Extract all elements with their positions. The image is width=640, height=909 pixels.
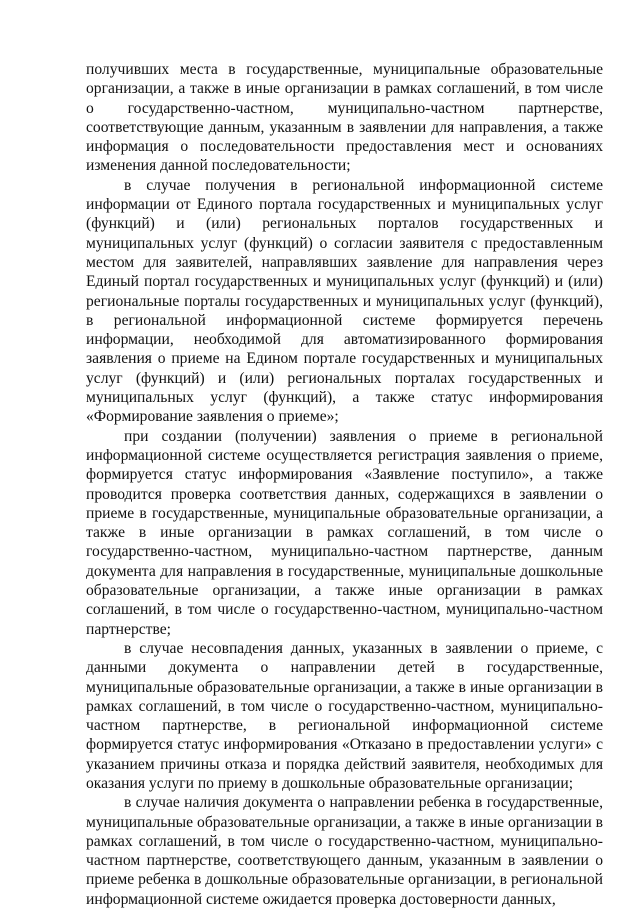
paragraph-1: получивших места в государственные, муниципальные образовательные организации, а также в иные организации в рамках соглашений, в том числе о государственно-частном, муниципально-частном партнерстве, соответствующие данным, указанным в заявлении для направления, а также информация о последовательности предоставления мест и основаниях изменения данной последовательности; — [86, 61, 603, 175]
document-page — [86, 60, 603, 909]
paragraph-4: в случае несовпадения данных, указанных в заявлении о приеме, с данными документа о направлении детей в государственные, муниципальные образовательные организации, а также в иные организации в рамках соглашений, в том числе о государственно-частном, муниципально-частном партнерстве, в региональной информационной системе формируется статус информирования «Отказано в предоставлении услуги» с указанием причины отказа и порядка действий заявителя, необходимых для оказания услуги по приему в дошкольные образовательные организации; — [86, 639, 603, 792]
paragraph-2: в случае получения в региональной информационной системе информации от Единого портала государственных и муниципальных услуг (функций) и (или) региональных порталов государственных и муниципальных услуг (функций) о согласии заявителя с предоставленным местом для заявителей, направлявших заявление для направления через Единый портал государственных и муниципальных услуг (функций) и (или) региональные порталы государственных и муниципальных услуг (функций), в региональной информационной системе формируется перечень информации, необходимой для автоматизированного формирования заявления о приеме на Едином портале государственных и муниципальных услуг (функций) и (или) региональных порталах государственных и муниципальных услуг (функций), а также статус информирования «Формирование заявления о приеме»; — [86, 176, 603, 426]
paragraph-3: при создании (получении) заявления о приеме в региональной информационной системе осуществляется регистрация заявления о приеме, формируется статус информирования «Заявление поступило», а также проводится проверка соответствия данных, содержащихся в заявлении о приеме в государственные, муниципальные образовательные организации, а также в иные организации в рамках соглашений, в том числе о государственно-частном, муниципально-частном партнерстве, данным документа для направления в государственные, муниципальные дошкольные образовательные организации, а также иные организации в рамках соглашений, в том числе о государственно-частном, муниципально-частном партнерстве; — [86, 427, 603, 638]
paragraph-5: в случае наличия документа о направлении ребенка в государственные, муниципальные образовательные организации, а также в иные организации в рамках соглашений, в том числе о государственно-частном, муниципально-частном партнерстве, соответствующего данным, указанным в заявлении о приеме ребенка в дошкольные образовательные организации, в региональной информационной системе ожидается проверка достоверности данных, — [86, 794, 603, 908]
